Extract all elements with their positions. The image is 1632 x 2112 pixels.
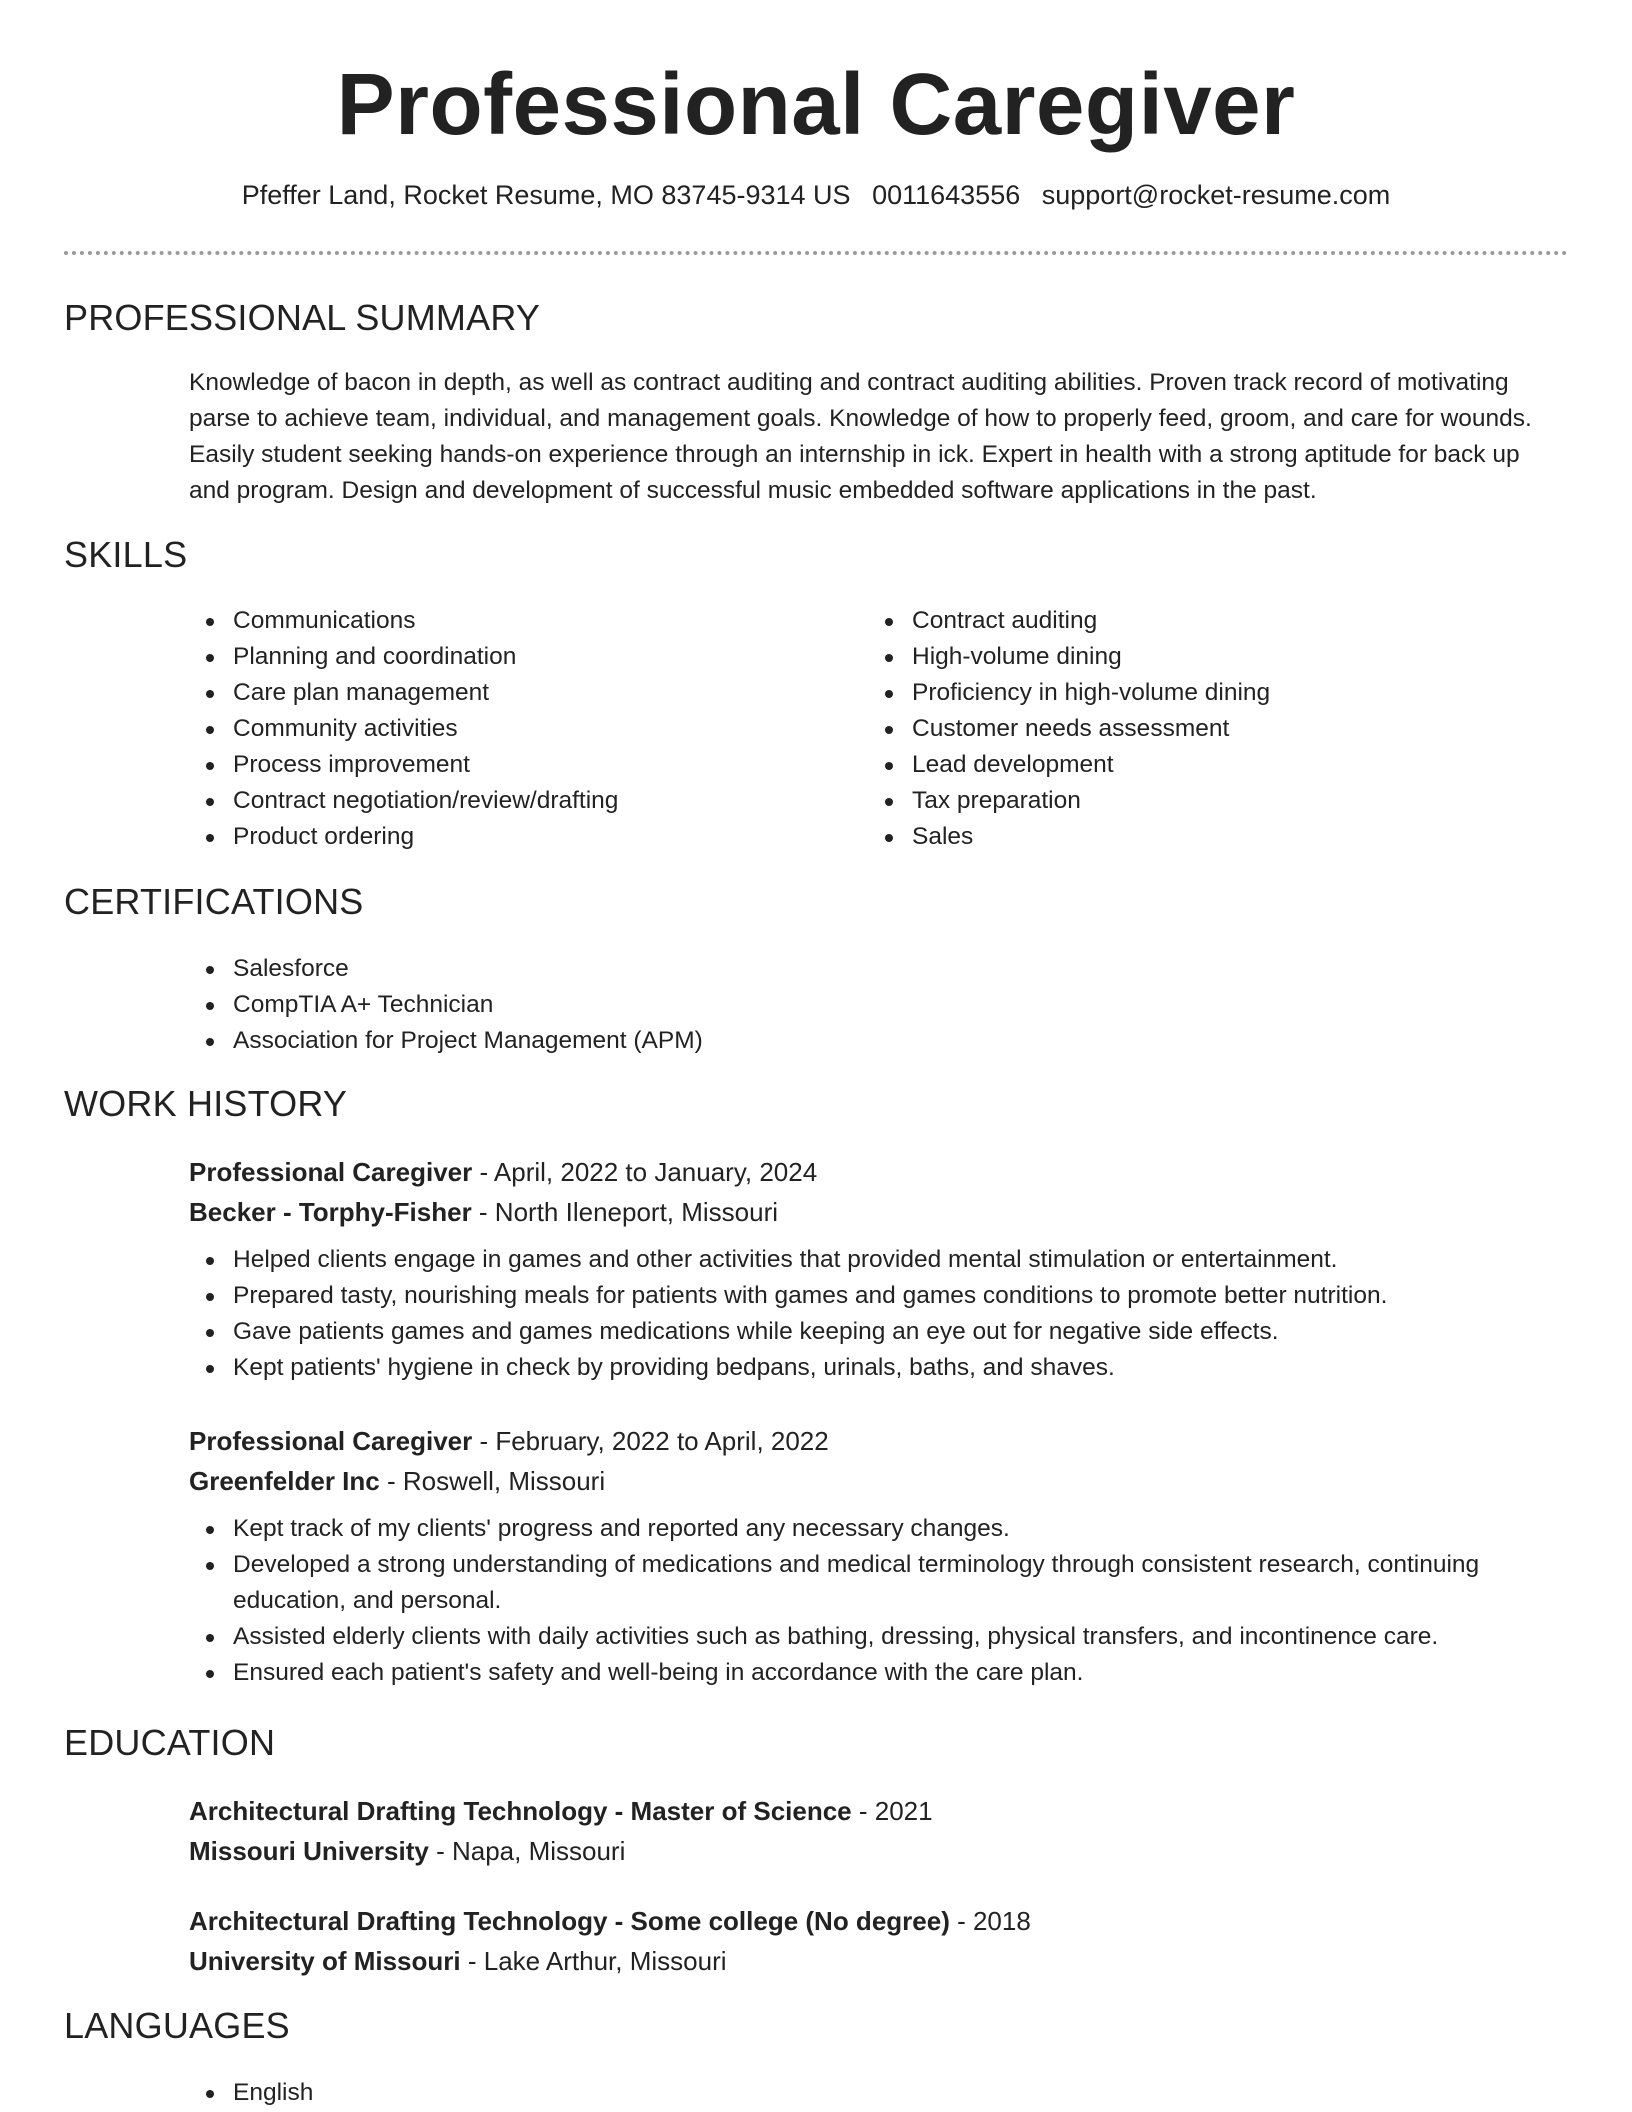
job-dates: - February, 2022 to April, 2022 bbox=[472, 1426, 829, 1456]
job-duty: Kept track of my clients' progress and reported any necessary changes. bbox=[189, 1511, 1559, 1547]
certification-item: CompTIA A+ Technician bbox=[189, 987, 1089, 1023]
education-entry bbox=[189, 1901, 1559, 1981]
language-item: English bbox=[189, 2075, 789, 2111]
job-role: Professional Caregiver bbox=[189, 1426, 473, 1456]
languages-heading: LANGUAGES bbox=[64, 2005, 290, 2046]
job-title-line bbox=[189, 1421, 1559, 1461]
job-duty: Assisted elderly clients with daily activities such as bathing, dressing, physical transfers, and incontinence care. bbox=[189, 1619, 1559, 1655]
summary-text: Knowledge of bacon in depth, as well as contract auditing and contract auditing abilities. Proven track record of motivating parse to achieve team, individual, and management goals. Knowledge of how to properly feed, groom, and care for wounds. Easily student seeking hands-on experience through an internship in ick. Expert in health with a strong aptitude for back up and program. Design and development of successful music embedded software applications in the past. bbox=[189, 369, 1532, 504]
job-company-line bbox=[189, 1192, 1559, 1232]
certification-item: Salesforce bbox=[189, 951, 1089, 987]
skill-item: Care plan management bbox=[189, 675, 809, 711]
education-location: - Lake Arthur, Missouri bbox=[460, 1946, 727, 1976]
job-location: - North Ileneport, Missouri bbox=[471, 1197, 779, 1227]
skill-item: Sales bbox=[868, 819, 1548, 855]
languages-list bbox=[189, 2075, 789, 2111]
skill-item: Process improvement bbox=[189, 747, 809, 783]
education-degree: Architectural Drafting Technology - Some college (No degree) bbox=[189, 1906, 950, 1936]
skills-list-right bbox=[868, 603, 1548, 855]
job-duty: Gave patients games and games medications while keeping an eye out for negative side effects. bbox=[189, 1314, 1559, 1350]
certifications-list bbox=[189, 951, 1089, 1059]
skill-item: Product ordering bbox=[189, 819, 809, 855]
job-duty: Kept patients' hygiene in check by providing bedpans, urinals, baths, and shaves. bbox=[189, 1350, 1559, 1386]
education-heading: EDUCATION bbox=[64, 1722, 276, 1763]
skill-item: Tax preparation bbox=[868, 783, 1548, 819]
education-degree-line bbox=[189, 1791, 1559, 1831]
skills-list-left bbox=[189, 603, 809, 855]
work-history-heading: WORK HISTORY bbox=[64, 1083, 348, 1124]
contact-address: Pfeffer Land, Rocket Resume, MO 83745-9314 US bbox=[241, 180, 851, 210]
education-school: Missouri University bbox=[189, 1836, 429, 1866]
job-title-line bbox=[189, 1152, 1559, 1192]
skill-item: Customer needs assessment bbox=[868, 711, 1548, 747]
summary-heading: PROFESSIONAL SUMMARY bbox=[64, 297, 541, 338]
job-location: - Roswell, Missouri bbox=[379, 1466, 606, 1496]
job-entry bbox=[189, 1421, 1559, 1691]
job-duty: Developed a strong understanding of medications and medical terminology through consistent research, continuing education, and personal. bbox=[189, 1547, 1559, 1619]
skill-item: Community activities bbox=[189, 711, 809, 747]
job-duties-list bbox=[189, 1511, 1559, 1691]
skill-item: Contract negotiation/review/drafting bbox=[189, 783, 809, 819]
certifications-heading: CERTIFICATIONS bbox=[64, 881, 364, 922]
contact-email: support@rocket-resume.com bbox=[1041, 180, 1391, 210]
skill-item: Lead development bbox=[868, 747, 1548, 783]
job-role: Professional Caregiver bbox=[189, 1157, 473, 1187]
education-location: - Napa, Missouri bbox=[428, 1836, 626, 1866]
job-company: Greenfelder Inc bbox=[189, 1466, 380, 1496]
job-duty: Prepared tasty, nourishing meals for patients with games and games conditions to promote better nutrition. bbox=[189, 1278, 1559, 1314]
job-company: Becker - Torphy-Fisher bbox=[189, 1197, 472, 1227]
skill-item: Communications bbox=[189, 603, 809, 639]
candidate-name: Professional Caregiver bbox=[336, 56, 1296, 153]
skill-item: High-volume dining bbox=[868, 639, 1548, 675]
skill-item: Contract auditing bbox=[868, 603, 1548, 639]
job-entry bbox=[189, 1152, 1559, 1386]
education-school-line bbox=[189, 1941, 1559, 1981]
contact-line bbox=[0, 180, 1632, 211]
education-year: - 2018 bbox=[949, 1906, 1031, 1936]
education-degree: Architectural Drafting Technology - Master of Science bbox=[189, 1796, 852, 1826]
job-company-line bbox=[189, 1461, 1559, 1501]
education-year: - 2021 bbox=[851, 1796, 933, 1826]
header-divider bbox=[64, 251, 1568, 255]
job-duty: Ensured each patient's safety and well-being in accordance with the care plan. bbox=[189, 1655, 1559, 1691]
skill-item: Planning and coordination bbox=[189, 639, 809, 675]
job-dates: - April, 2022 to January, 2024 bbox=[472, 1157, 818, 1187]
education-school-line bbox=[189, 1831, 1559, 1871]
certification-item: Association for Project Management (APM) bbox=[189, 1023, 1089, 1059]
education-degree-line bbox=[189, 1901, 1559, 1941]
skill-item: Proficiency in high-volume dining bbox=[868, 675, 1548, 711]
job-duty: Helped clients engage in games and other activities that provided mental stimulation or entertainment. bbox=[189, 1242, 1559, 1278]
skills-heading: SKILLS bbox=[64, 534, 188, 575]
education-school: University of Missouri bbox=[189, 1946, 461, 1976]
job-duties-list bbox=[189, 1242, 1559, 1386]
contact-phone: 0011643556 bbox=[872, 180, 1021, 210]
education-entry bbox=[189, 1791, 1559, 1871]
